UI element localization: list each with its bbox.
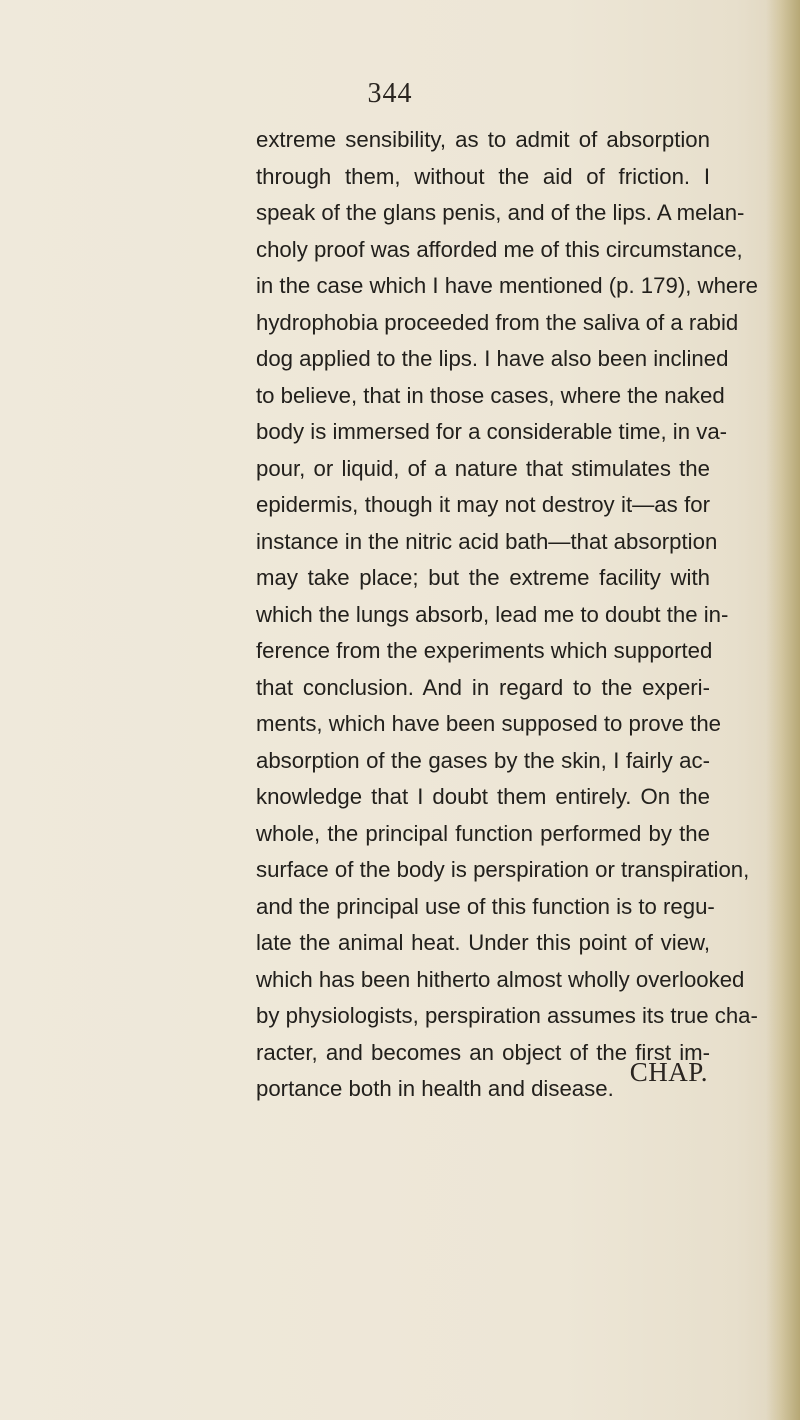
text-line: ference from the experiments which supported — [256, 638, 713, 663]
text-line: ments, which have been supposed to prove the — [256, 711, 722, 736]
text-line: to believe, that in those cases, where the naked — [256, 382, 725, 408]
text-line: may take place; but the extreme facility with — [256, 565, 710, 590]
text-line: dog applied to the lips. I have also been inclined — [256, 346, 729, 371]
text-line: late the animal heat. Under this point of view, — [256, 930, 710, 955]
text-line: extreme sensibility, as to admit of absorption — [256, 127, 710, 152]
text-line: whole, the principal function performed by the — [256, 820, 710, 846]
text-line: hydrophobia proceeded from the saliva of a rabid — [256, 309, 739, 335]
page-edge-shadow — [766, 0, 800, 1420]
text-line: knowledge that I doubt them entirely. On the — [256, 784, 710, 809]
text-line: racter, and becomes an object of the first im- — [256, 1039, 710, 1065]
text-line: body is immersed for a considerable time, in va- — [256, 419, 728, 444]
text-line: that conclusion. And in regard to the experi- — [256, 674, 710, 700]
text-line: which the lungs absorb, lead me to doubt the in- — [256, 601, 729, 627]
page-number: 344 — [367, 78, 413, 109]
text-line: and the principal use of this function is to regu- — [256, 893, 715, 919]
text-line: instance in the nitric acid bath—that absorption — [256, 528, 718, 554]
body-paragraph — [256, 122, 758, 1108]
text-line: epidermis, though it may not destroy it—as for — [256, 492, 710, 517]
text-line: surface of the body is perspiration or transpiration, — [256, 857, 750, 882]
text-line: portance both in health and disease. — [256, 1076, 614, 1101]
text-line: speak of the glans penis, and of the lips. A melan- — [256, 200, 745, 225]
text-line: through them, without the aid of friction. I — [256, 163, 710, 189]
text-line: which has been hitherto almost wholly overlooked — [256, 966, 745, 992]
text-line: choly proof was afforded me of this circumstance, — [256, 236, 743, 262]
catchword: CHAP. — [629, 1057, 708, 1087]
text-line: in the case which I have mentioned (p. 179), where — [256, 273, 758, 298]
text-line: absorption of the gases by the skin, I fairly ac- — [256, 747, 710, 773]
text-line: by physiologists, perspiration assumes its true cha- — [256, 1003, 758, 1028]
text-line: pour, or liquid, of a nature that stimulates the — [256, 455, 710, 481]
